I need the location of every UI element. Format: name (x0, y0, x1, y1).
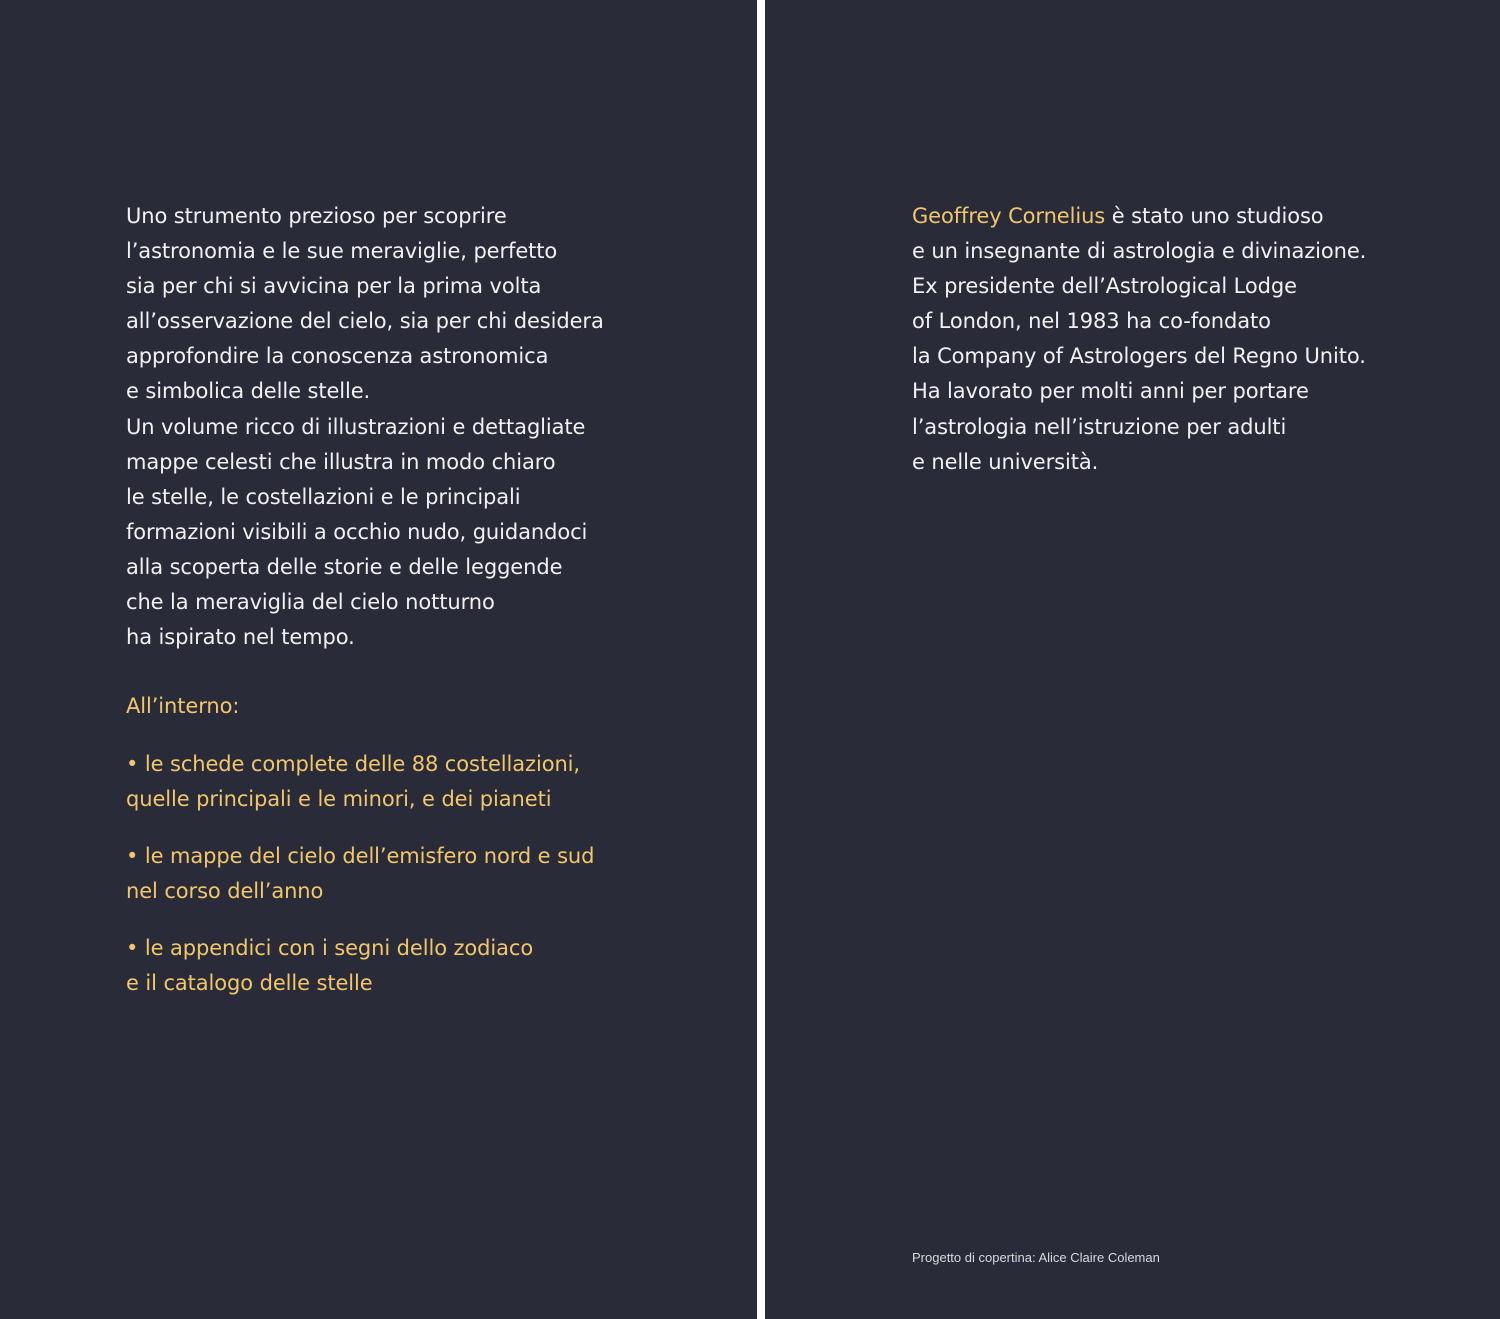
contents-item-line: nel corso dell’anno (126, 879, 324, 904)
description-line: ha ispirato nel tempo. (126, 625, 355, 650)
cover-credit: Progetto di copertina: Alice Claire Coleman (912, 1250, 1160, 1265)
description-line: e simbolica delle stelle. (126, 379, 371, 404)
description-line: mappe celesti che illustra in modo chiaro (126, 449, 556, 474)
description-line: Un volume ricco di illustrazioni e dettagliate (126, 414, 586, 439)
contents-item (126, 747, 594, 817)
bio-line: e un insegnante di astrologia e divinazione. (912, 239, 1367, 264)
contents-item-line: • le appendici con i segni dello zodiaco (126, 936, 534, 961)
right-flap (765, 0, 1500, 1319)
bio-line: e nelle università. (912, 449, 1099, 474)
contents-item (126, 839, 594, 909)
bio-line: l’astrologia nell’istruzione per adulti (912, 414, 1287, 439)
description-line: che la meraviglia del cielo notturno (126, 590, 495, 615)
bio-line: la Company of Astrologers del Regno Unito. (912, 344, 1366, 369)
bio-line: Ha lavorato per molti anni per portare (912, 379, 1309, 404)
contents-item-line: • le mappe del cielo dell’emisfero nord e sud (126, 844, 595, 869)
contents-item-line: • le schede complete delle 88 costellazioni, (126, 752, 580, 776)
description-line: formazioni visibili a occhio nudo, guidandoci (126, 519, 588, 544)
contents-item-line: quelle principali e le minori, e dei pianeti (126, 787, 552, 812)
description-line: le stelle, le costellazioni e le principali (126, 484, 521, 509)
contents-list (126, 747, 594, 1024)
description-line: Uno strumento prezioso per scoprire (126, 204, 507, 228)
contents-item (126, 931, 594, 1001)
description-line: all’osservazione del cielo, sia per chi desidera (126, 309, 604, 334)
author-name: Geoffrey Cornelius (912, 204, 1106, 228)
contents-item-line: e il catalogo delle stelle (126, 971, 373, 996)
bio-line: Ex presidente dell’Astrological Lodge (912, 274, 1297, 299)
bio-first-line-rest: è stato uno studioso (1105, 204, 1324, 228)
book-description (126, 199, 604, 655)
author-bio (912, 199, 1366, 480)
center-gutter (757, 0, 765, 1319)
description-line: approfondire la conoscenza astronomica (126, 344, 549, 369)
description-line: alla scoperta delle storie e delle leggende (126, 554, 563, 579)
bio-first-line (912, 199, 1366, 234)
description-line: sia per chi si avvicina per la prima volta (126, 274, 542, 299)
bio-line: of London, nel 1983 ha co-fondato (912, 309, 1271, 334)
inside-heading: All’interno: (126, 694, 240, 718)
description-line: l’astronomia e le sue meraviglie, perfetto (126, 239, 558, 264)
